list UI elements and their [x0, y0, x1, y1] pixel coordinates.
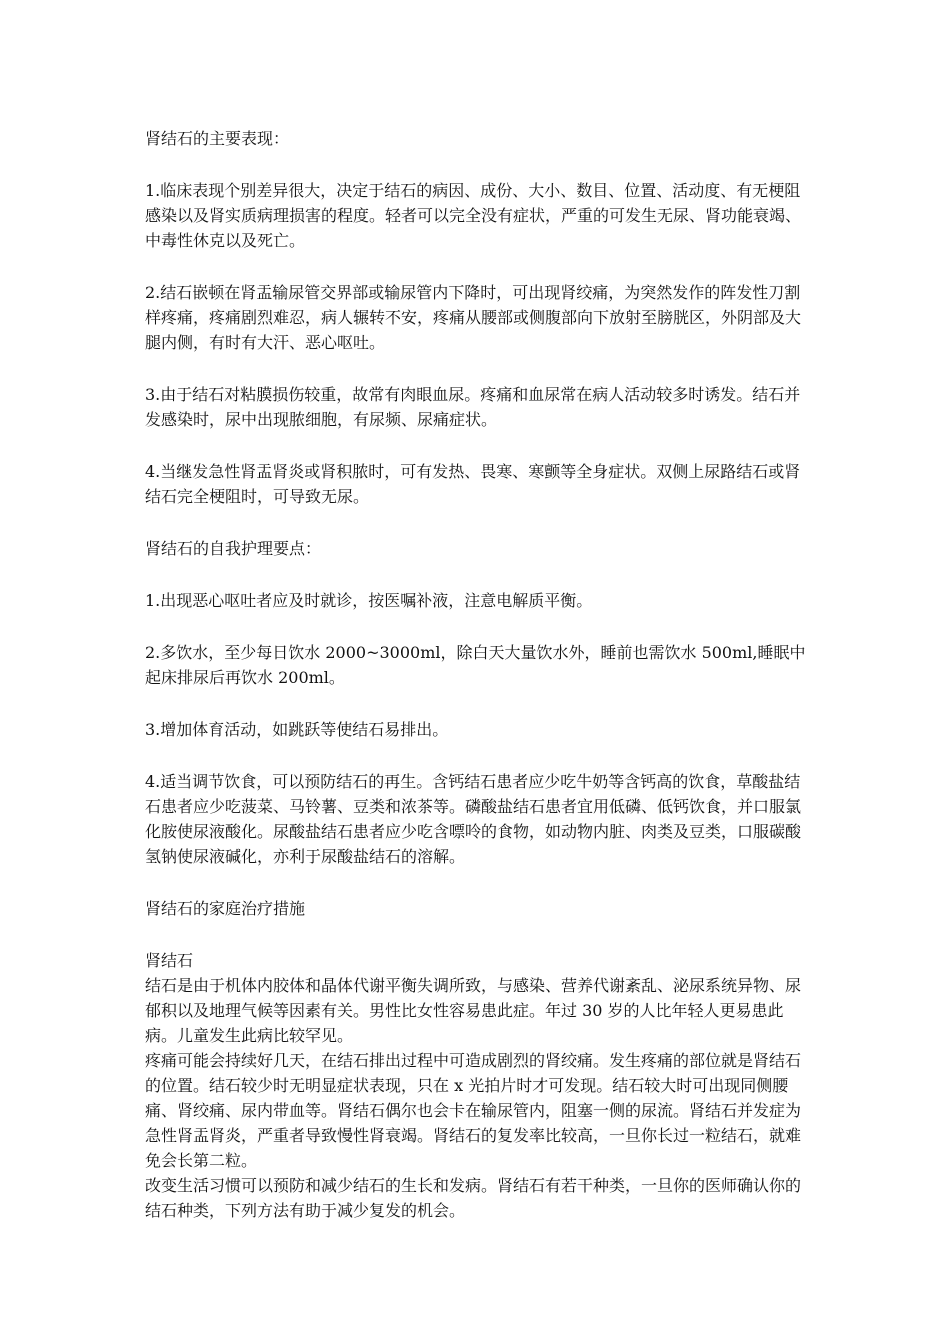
section-heading-self-care: 肾结石的自我护理要点：	[145, 539, 322, 558]
care-paragraph-4: 4.适当调节饮食，可以预防结石的再生。含钙结石患者应少吃牛奶等含钙高的饮食，草酸盐结石患者应少吃菠菜、马铃薯、豆类和浓茶等。磷酸盐结石患者宜用低磷、低钙饮食，并口服氯化胺使尿液酸化。尿酸盐结石患者应少吃含嘌呤的食物，如动物内脏、肉类及豆类，口服碳酸氢钠使尿液碱化，亦利于尿酸盐结石的溶解。	[145, 772, 802, 866]
care-paragraph-2: 2.多饮水，至少每日饮水 2000~3000ml，除白天大量饮水外，睡前也需饮水 500ml,睡眠中起床排尿后再饮水 200ml。	[145, 643, 806, 687]
subheading-kidney-stone: 肾结石	[145, 951, 194, 970]
symptom-paragraph-2: 2.结石嵌顿在肾盂输尿管交界部或输尿管内下降时，可出现肾绞痛，为突然发作的阵发性刀割样疼痛，疼痛剧烈难忍，病人辗转不安，疼痛从腰部或侧腹部向下放射至膀胱区，外阴部及大腿内侧，有时有大汗、恶心呕吐。	[145, 283, 802, 352]
section-heading-symptoms: 肾结石的主要表现：	[145, 129, 290, 148]
section-heading-home-treatment: 肾结石的家庭治疗措施	[145, 899, 306, 918]
care-paragraph-1: 1.出现恶心呕吐者应及时就诊，按医嘱补液，注意电解质平衡。	[145, 591, 593, 610]
symptom-paragraph-3: 3.由于结石对粘膜损伤较重，故常有肉眼血尿。疼痛和血尿常在病人活动较多时诱发。结石并发感染时，尿中出现脓细胞，有尿频、尿痛症状。	[145, 385, 801, 429]
symptom-paragraph-1: 1.临床表现个别差异很大，决定于结石的病因、成份、大小、数目、位置、活动度、有无梗阻感染以及肾实质病理损害的程度。轻者可以完全没有症状，严重的可发生无尿、肾功能衰竭、中毒性休克以及死亡。	[145, 181, 802, 250]
treatment-paragraph-2: 疼痛可能会持续好几天，在结石排出过程中可造成剧烈的肾绞痛。发生疼痛的部位就是肾结石的位置。结石较少时无明显症状表现，只在 x 光拍片时才可发现。结石较大时可出现同侧腰痛、肾绞痛、尿内带血等。肾结石偶尔也会卡在输尿管内，阻塞一侧的尿流。肾结石并发症为急性肾盂肾炎，严重者导致慢性肾衰竭。肾结石的复发率比较高，一旦你长过一粒结石，就难免会长第二粒。	[145, 1051, 802, 1170]
care-paragraph-3: 3.增加体育活动，如跳跃等使结石易排出。	[145, 720, 449, 739]
document-page	[145, 126, 810, 1223]
treatment-paragraph-3: 改变生活习惯可以预防和减少结石的生长和发病。肾结石有若干种类，一旦你的医师确认你的结石种类，下列方法有助于减少复发的机会。	[145, 1176, 802, 1220]
symptom-paragraph-4: 4.当继发急性肾盂肾炎或肾积脓时，可有发热、畏寒、寒颤等全身症状。双侧上尿路结石或肾结石完全梗阻时，可导致无尿。	[145, 462, 801, 506]
treatment-paragraph-1: 结石是由于机体内胶体和晶体代谢平衡失调所致，与感染、营养代谢紊乱、泌尿系统异物、尿郁积以及地理气候等因素有关。男性比女性容易患此症。年过 30 岁的人比年轻人更易患此病。儿童发生此病比较罕见。	[145, 976, 802, 1045]
